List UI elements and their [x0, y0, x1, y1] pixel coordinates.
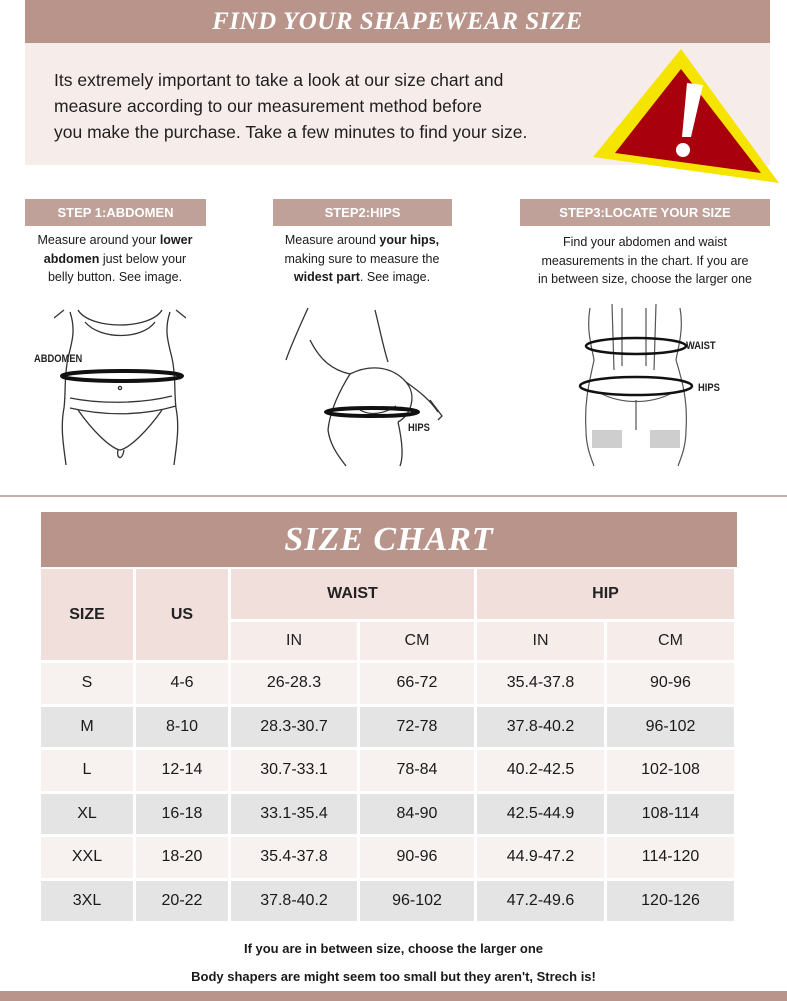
cell-hip-cm: 114-120 — [607, 837, 737, 881]
table-row — [41, 707, 737, 751]
cell-waist-in: 35.4-37.8 — [231, 837, 360, 881]
size-chart-banner — [41, 512, 737, 567]
desc-bold: your hips, — [379, 233, 440, 247]
desc-bold: abdomen — [43, 251, 100, 266]
cell-us: 12-14 — [136, 750, 231, 794]
desc-text: in between size, choose the larger one — [537, 272, 753, 286]
step1-title: STEP 1:ABDOMEN — [57, 205, 174, 220]
page-title: FIND YOUR SHAPEWEAR SIZE — [212, 7, 583, 35]
cell-hip-in: 37.8-40.2 — [477, 707, 607, 751]
step3-header — [520, 199, 770, 226]
cell-waist-cm: 84-90 — [360, 794, 477, 838]
size-chart-title: SIZE CHART — [284, 520, 494, 558]
desc-text: Measure around — [284, 233, 380, 247]
cell-hip-in: 42.5-44.9 — [477, 794, 607, 838]
cell-waist-cm: 66-72 — [360, 663, 477, 707]
desc-bold: widest part — [293, 270, 360, 284]
note-stretch: Body shapers are might seem too small but they aren't, Strech is! — [191, 969, 596, 984]
waist-label: WAIST — [686, 340, 716, 352]
intro-line: measure according to our measurement method before — [54, 96, 483, 116]
step3-description — [520, 233, 770, 289]
header-size: SIZE — [41, 569, 136, 663]
header-hip-cm: CM — [607, 622, 737, 663]
intro-line: Its extremely important to take a look at our size chart and — [54, 70, 504, 90]
cell-hip-cm: 120-126 — [607, 881, 737, 925]
header-banner — [25, 0, 770, 43]
cell-size: 3XL — [41, 881, 136, 925]
desc-bold: lower — [159, 233, 193, 247]
cell-us: 20-22 — [136, 881, 231, 925]
cell-size: L — [41, 750, 136, 794]
table-row — [41, 750, 737, 794]
cell-waist-in: 30.7-33.1 — [231, 750, 360, 794]
cell-hip-cm: 96-102 — [607, 707, 737, 751]
cell-waist-cm: 72-78 — [360, 707, 477, 751]
cell-size: XL — [41, 794, 136, 838]
hips-illustration — [280, 300, 455, 470]
step2-header — [273, 199, 452, 226]
cell-waist-cm: 90-96 — [360, 837, 477, 881]
intro-text — [54, 67, 574, 145]
desc-text: belly button. See image. — [47, 270, 183, 284]
cell-size: XXL — [41, 837, 136, 881]
cell-us: 16-18 — [136, 794, 231, 838]
step2-description — [266, 231, 458, 287]
step3-title: STEP3:LOCATE YOUR SIZE — [559, 205, 731, 220]
section-divider — [0, 495, 787, 497]
desc-text: Measure around your — [37, 233, 160, 247]
waist-hips-illustration — [572, 300, 702, 468]
header-waist: WAIST — [231, 569, 477, 622]
desc-text: making sure to measure the — [284, 251, 440, 266]
desc-text: just below your — [99, 251, 187, 266]
cell-hip-cm: 102-108 — [607, 750, 737, 794]
desc-text: measurements in the chart. If you are — [541, 253, 749, 268]
cell-hip-cm: 108-114 — [607, 794, 737, 838]
step1-description — [20, 231, 210, 287]
abdomen-label: ABDOMEN — [34, 353, 83, 365]
header-us: US — [136, 569, 231, 663]
header-waist-in: IN — [231, 622, 360, 663]
cell-us: 18-20 — [136, 837, 231, 881]
header-waist-cm: CM — [360, 622, 477, 663]
cell-hip-in: 44.9-47.2 — [477, 837, 607, 881]
cell-us: 4-6 — [136, 663, 231, 707]
note-larger-size: If you are in between size, choose the larger one — [243, 941, 544, 956]
cell-hip-cm: 90-96 — [607, 663, 737, 707]
cell-hip-in: 40.2-42.5 — [477, 750, 607, 794]
cell-waist-in: 28.3-30.7 — [231, 707, 360, 751]
cell-waist-cm: 78-84 — [360, 750, 477, 794]
cell-hip-in: 47.2-49.6 — [477, 881, 607, 925]
size-chart-table — [41, 569, 737, 924]
cell-size: S — [41, 663, 136, 707]
header-hip: HIP — [477, 569, 737, 622]
intro-panel — [25, 43, 770, 165]
hips-label-step3: HIPS — [698, 382, 720, 394]
cell-us: 8-10 — [136, 707, 231, 751]
cell-waist-cm: 96-102 — [360, 881, 477, 925]
desc-text: Find your abdomen and waist — [563, 235, 727, 249]
step1-header — [25, 199, 206, 226]
desc-text: . See image. — [359, 270, 431, 284]
bottom-bar — [0, 991, 787, 1001]
hips-label: HIPS — [408, 422, 430, 434]
intro-line: you make the purchase. Take a few minutes to find your size. — [54, 122, 528, 142]
step2-title: STEP2:HIPS — [324, 205, 401, 220]
cell-waist-in: 33.1-35.4 — [231, 794, 360, 838]
table-row — [41, 881, 737, 925]
header-hip-in: IN — [477, 622, 607, 663]
warning-triangle-icon — [583, 45, 783, 185]
cell-waist-in: 26-28.3 — [231, 663, 360, 707]
cell-waist-in: 37.8-40.2 — [231, 881, 360, 925]
table-row — [41, 837, 737, 881]
cell-size: M — [41, 707, 136, 751]
abdomen-illustration — [30, 300, 210, 470]
cell-hip-in: 35.4-37.8 — [477, 663, 607, 707]
table-row — [41, 794, 737, 838]
table-row — [41, 663, 737, 707]
